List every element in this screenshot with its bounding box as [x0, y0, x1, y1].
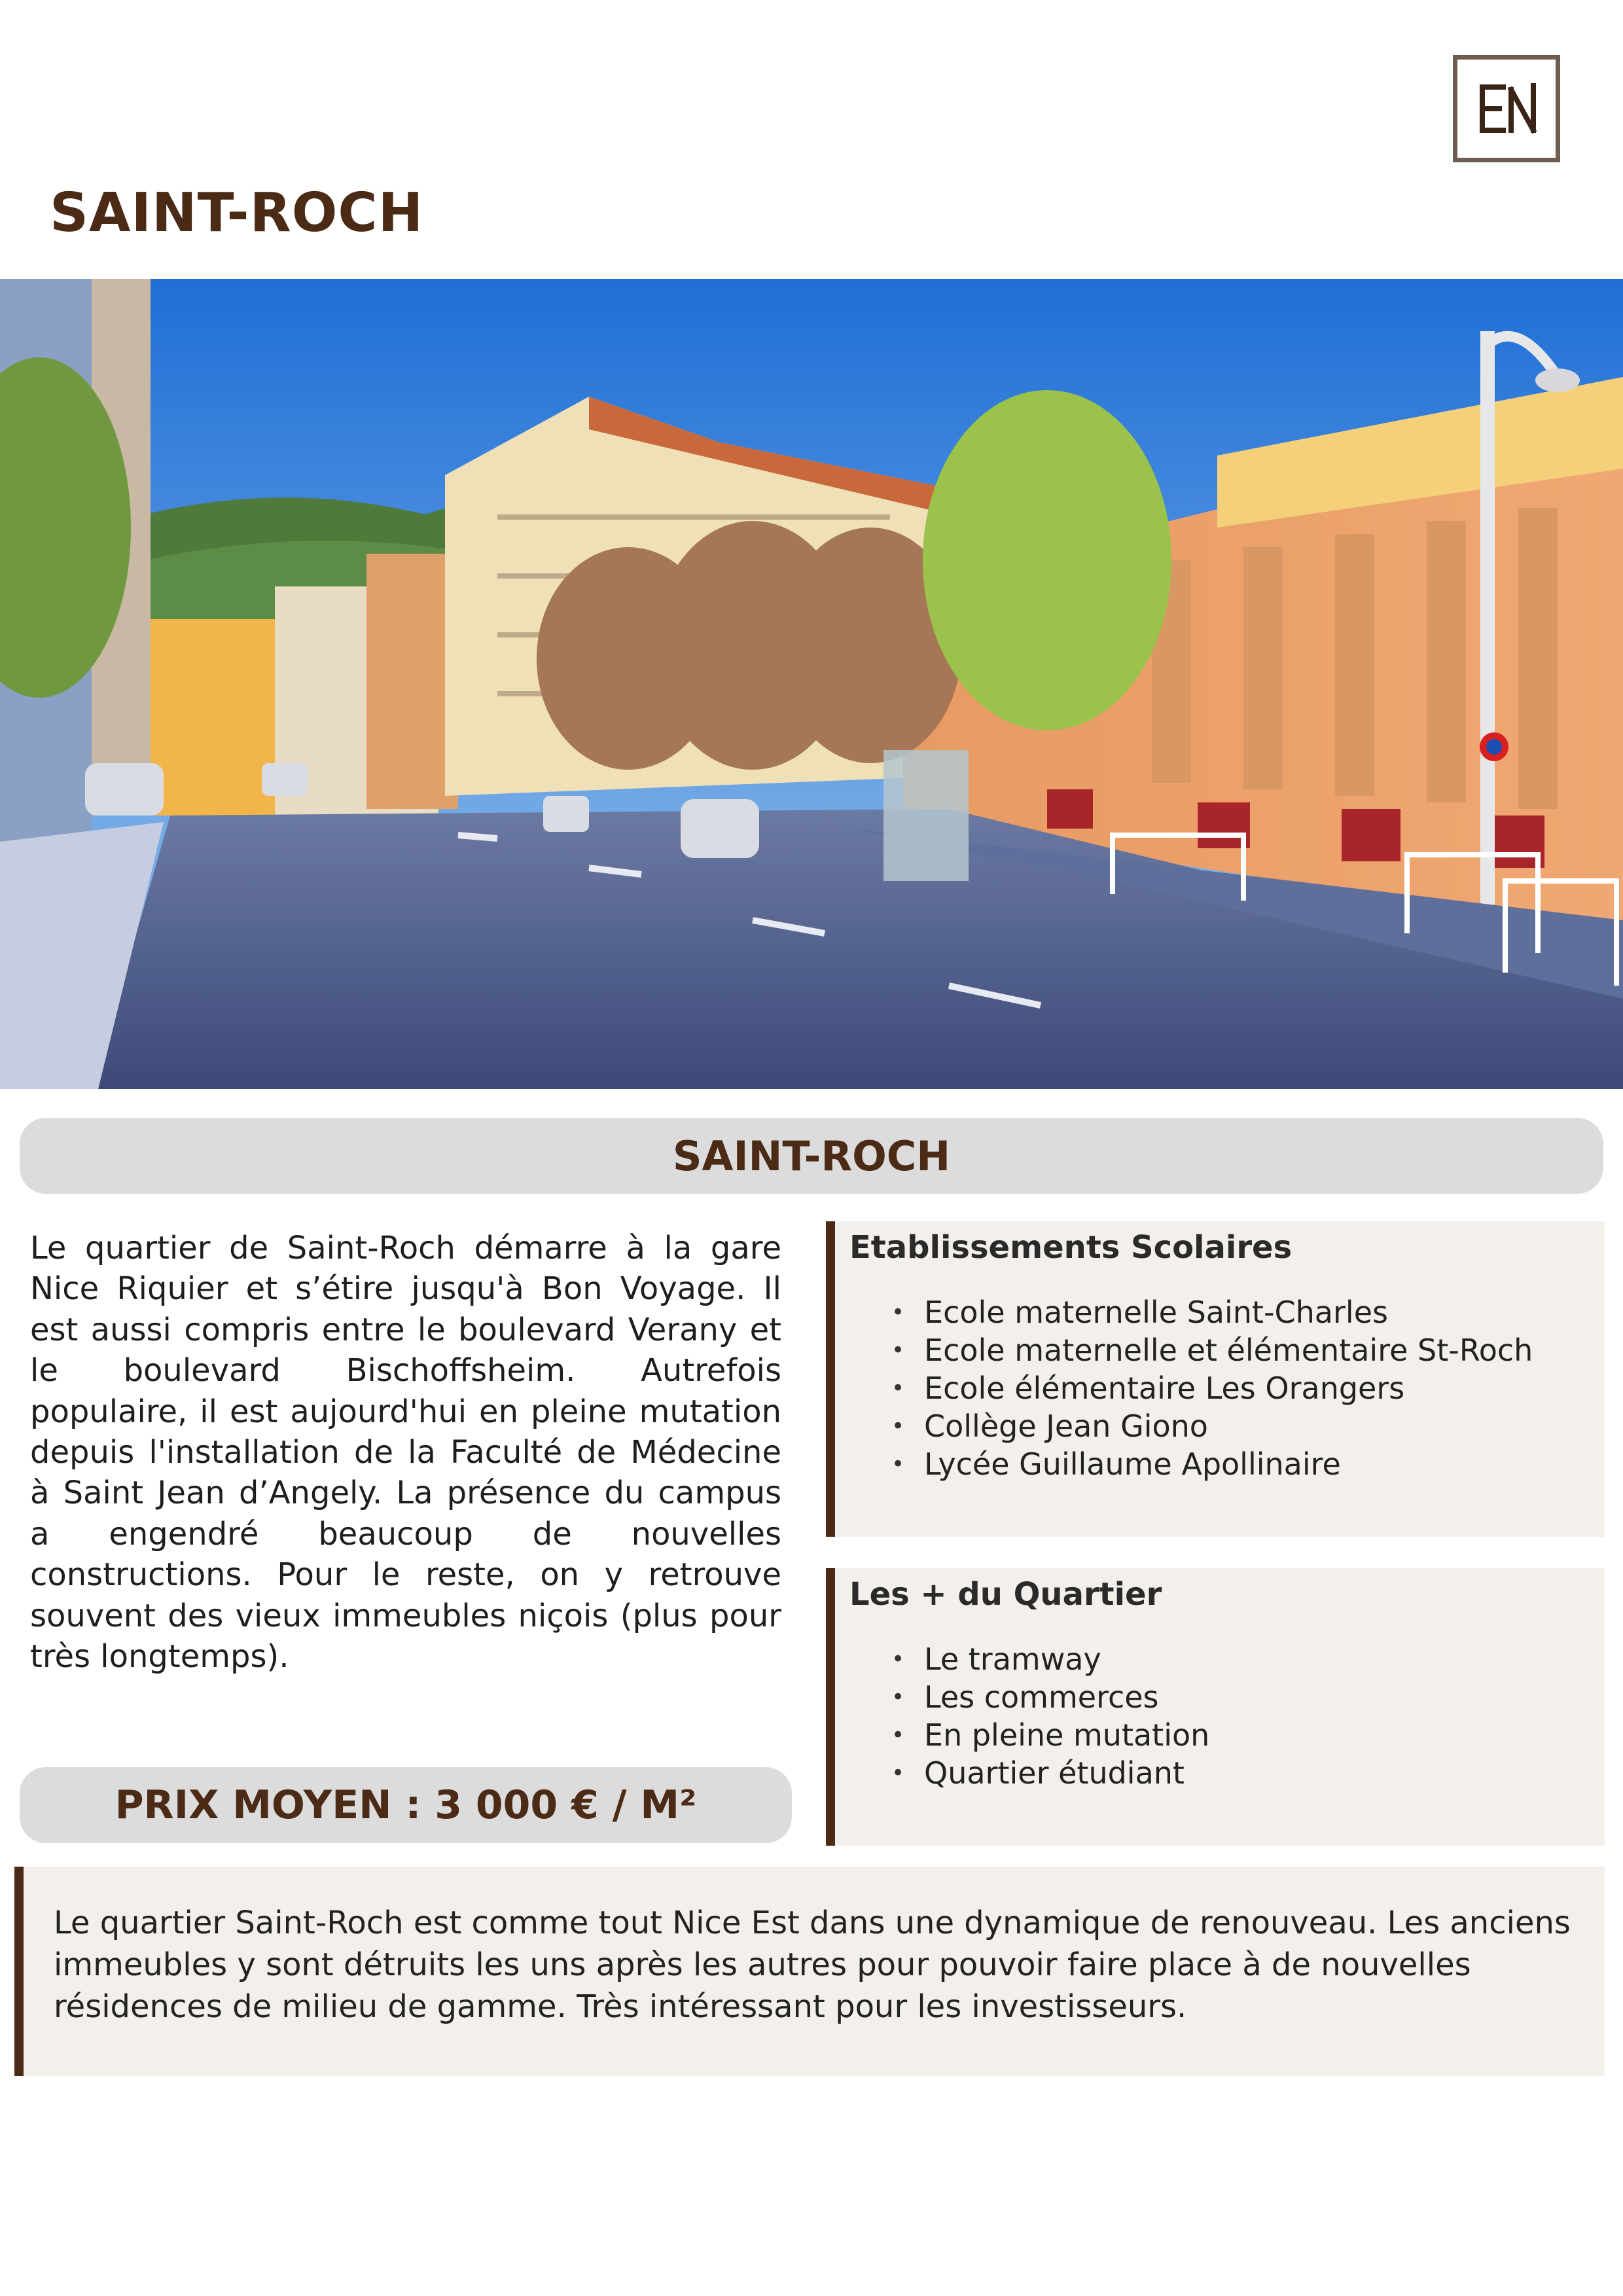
hero-street-photo [0, 279, 1623, 1089]
list-item: • Ecole maternelle Saint-Charles [891, 1295, 1388, 1330]
bullet-icon: • [891, 1337, 905, 1363]
list-item: • Ecole maternelle et élémentaire St-Roch [891, 1333, 1533, 1368]
bullet-icon: • [891, 1684, 905, 1710]
bullet-icon: • [891, 1760, 905, 1786]
highlights-panel [826, 1568, 1605, 1846]
schools-panel [826, 1221, 1605, 1537]
bullet-icon: • [891, 1375, 905, 1401]
list-item: • Collège Jean Giono [891, 1408, 1208, 1444]
schools-title: Etablissements Scolaires [849, 1229, 1293, 1266]
average-price-band: PRIX MOYEN : 3 000 € / M² [20, 1767, 792, 1843]
list-item: • Les commerces [891, 1679, 1159, 1715]
bullet-icon: • [891, 1646, 905, 1672]
highlights-list [878, 1640, 1209, 1792]
neighborhood-description: Le quartier de Saint-Roch démarre à la gare Nice Riquier et s’étire jusqu'à Bon Voyage. Il est aussi compris entre le boulevard Verany et le boulevard Bischoffsheim. Autrefois populaire, il est aujourd'hui en pleine mutation depuis l'installation de la Faculté de Médecine à Saint Jean d’Angely. La présence du campus a engendré beaucoup de nouvelles constructions. Pour le reste, on y retrouve souvent des vieux immeubles niçois (plus pour très longtemps). [30, 1230, 781, 1676]
bullet-icon: • [891, 1722, 905, 1748]
summary-text: Le quartier Saint-Roch est comme tout Nice Est dans une dynamique de renouveau. Les anciens immeubles y sont détruits les uns après les autres pour pouvoir faire place à de nouvelles résidences de milieu de gamme. Très intéressant pour les investisseurs. [54, 1905, 1571, 2025]
list-item: • En pleine mutation [891, 1717, 1210, 1753]
section-title-band: SAINT-ROCH [20, 1118, 1603, 1194]
summary-box [14, 1867, 1605, 2076]
schools-list [878, 1293, 1533, 1483]
bullet-icon: • [891, 1299, 905, 1325]
list-item: • Quartier étudiant [891, 1755, 1185, 1791]
list-item: • Ecole élémentaire Les Orangers [891, 1371, 1405, 1406]
bullet-icon: • [891, 1413, 905, 1439]
brand-logo [1453, 55, 1560, 162]
list-item: • Lycée Guillaume Apollinaire [891, 1446, 1341, 1482]
logo-monogram-icon [1457, 60, 1556, 158]
list-item: • Le tramway [891, 1641, 1101, 1677]
highlights-title: Les + du Quartier [849, 1576, 1162, 1613]
page-title: SAINT-ROCH [50, 182, 424, 244]
bullet-icon: • [891, 1451, 905, 1477]
